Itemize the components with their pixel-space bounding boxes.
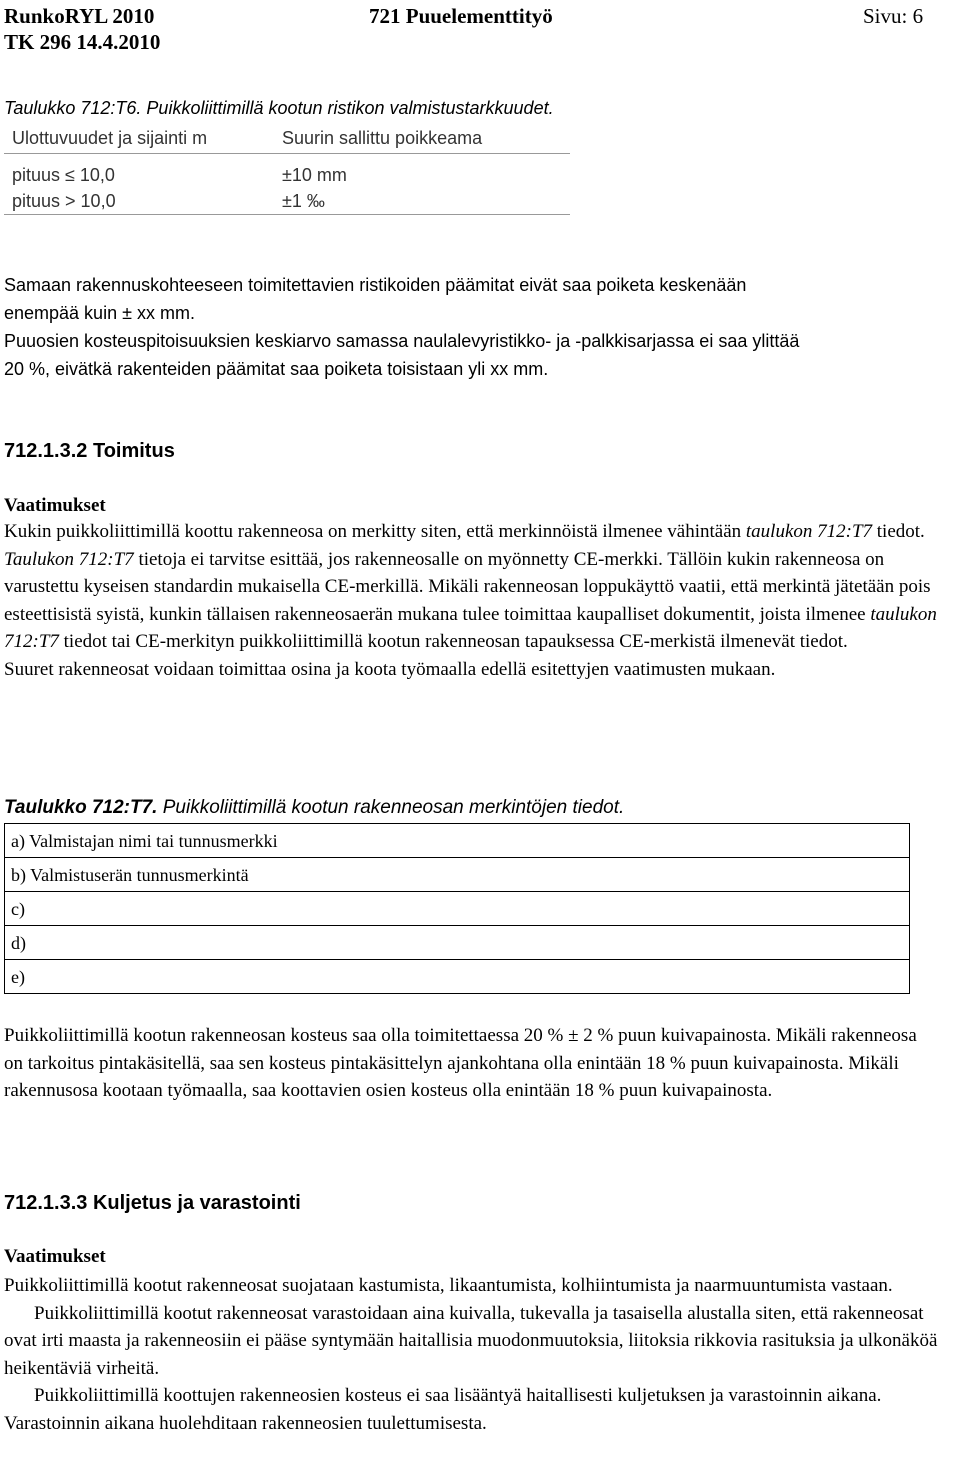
table6-header-rule xyxy=(4,153,570,154)
table-reference: Taulukon 712:T7 xyxy=(4,548,134,570)
tolerance-text-line: Puuosien kosteuspitoisuuksien keskiarvo samassa naulalevyristikko- ja -palkkisarjassa ei saa ylittää xyxy=(4,331,800,351)
table6-caption: Taulukko 712:T6. Puikkoliittimillä kootun ristikon valmistustarkkuudet. xyxy=(4,98,554,118)
table-row xyxy=(5,858,910,892)
table6-row-dim: pituus ≤ 10,0 xyxy=(12,165,115,185)
page-number: Sivu: 6 xyxy=(863,4,924,28)
doc-title: RunkoRYL 2010 xyxy=(4,4,155,28)
table-row xyxy=(5,892,910,926)
table6-col1-header: Ulottuvuudet ja sijainti m xyxy=(12,128,208,148)
table6-row-tol: ±10 mm xyxy=(282,165,347,185)
tolerance-text-line: Samaan rakennuskohteeseen toimitettavien ristikoiden päämitat eivät saa poiketa keskenään xyxy=(4,275,747,295)
kuljetus-paragraph: Puikkoliittimillä koottujen rakenneosien kosteus ei saa lisääntyä haitallisesti kuljetuksen ja varastoinnin aikana. Varastoinnin aikana huolehditaan rakenneosien tuulettumisesta. xyxy=(4,1385,882,1434)
tolerance-text-line: enempää kuin ± xx mm. xyxy=(4,303,195,323)
toimitus-paragraph: Kukin puikkoliittimillä koottu rakenneosa on merkitty siten, että merkinnöistä ilmenee vähintään taulukon 712:T7 tiedot. Taulukon 712:T7 tietoja ei tarvitse esittää, jos rakenneosalle on myönnetty CE-merkki. Tällöin kukin rakenneosa on varustettu kyseisen standardin mukaisella CE-merkillä. Mikäli rakenneosan loppukäyttö vaatii, että merkintä jätetään pois esteettisistä syistä, kunkin tällaisen rakenneosaerän mukana tulee toimittaa kaupalliset dokumentit, joista ilmenee taulukon 712:T7 tiedot tai CE-merkityn puikkoliittimillä kootun rakenneosan tapauksessa CE-merkistä ilmenevät tiedot. xyxy=(4,521,937,652)
table-cell: b) Valmistuserän tunnusmerkintä xyxy=(5,858,910,892)
requirements-label: Vaatimukset xyxy=(4,1246,106,1267)
kuljetus-paragraph: Puikkoliittimillä kootut rakenneosat varastoidaan aina kuivalla, tukevalla ja tasaisella alustalla siten, että rakenneosat ovat irti maasta ja rakenneosiin ei pääse syntymään haitallisia muodonmuutoksia, liitoksia rikkovia rasituksia ja ulkonäköä heikentäviä virheitä. xyxy=(4,1302,938,1379)
table-cell: c) xyxy=(5,892,910,926)
tolerance-text-line: 20 %, eivätkä rakenteiden päämitat saa poiketa toisistaan yli xx mm. xyxy=(4,359,549,379)
table-row xyxy=(5,926,910,960)
table-reference: taulukon 712:T7 xyxy=(745,521,873,542)
table7-caption: Taulukko 712:T7. Puikkoliittimillä kootun rakenneosan merkintöjen tiedot. xyxy=(4,797,625,818)
table6-col2-header: Suurin sallittu poikkeama xyxy=(282,128,483,148)
toimitus-body xyxy=(4,518,954,683)
doc-code: TK 296 14.4.2010 xyxy=(4,30,161,54)
kuljetus-body xyxy=(4,1272,939,1437)
requirements-label: Vaatimukset xyxy=(4,495,106,516)
table6-row-tol: ±1 ‰ xyxy=(282,191,325,211)
kuljetus-paragraph: Puikkoliittimillä kootut rakenneosat suojataan kastumista, likaantumista, kolhiintumista ja naarmuuntumista vastaan. xyxy=(4,1275,893,1296)
table-cell: a) Valmistajan nimi tai tunnusmerkki xyxy=(5,824,910,858)
table-row xyxy=(5,960,910,994)
section-heading-kuljetus: 712.1.3.3 Kuljetus ja varastointi xyxy=(4,1192,301,1214)
section-heading-toimitus: 712.1.3.2 Toimitus xyxy=(4,440,175,462)
table-cell: e) xyxy=(5,960,910,994)
table6-row-dim: pituus > 10,0 xyxy=(12,191,116,211)
table-row xyxy=(5,824,910,858)
table-cell: d) xyxy=(5,926,910,960)
marking-table xyxy=(4,823,910,994)
table-reference: taulukon 712:T7 xyxy=(4,603,937,652)
chapter-title: 721 Puuelementtityö xyxy=(369,4,553,28)
toimitus-paragraph: Suuret rakenneosat voidaan toimittaa osina ja koota työmaalla edellä esitettyjen vaatimusten mukaan. xyxy=(4,658,776,680)
moisture-paragraph: Puikkoliittimillä kootun rakenneosan kosteus saa olla toimitettaessa 20 % ± 2 % puun kuivapainosta. Mikäli rakenneosa on tarkoitus pintakäsitellä, saa sen kosteus pintakäsittelyn ajankohtana olla enintään 18 % puun kuivapainosta. Mikäli rakennusosa kootaan työmaalla, saa koottavien osien kosteus olla enintään 18 % puun kuivapainosta. xyxy=(4,1025,917,1101)
table6-bottom-rule xyxy=(4,214,570,215)
